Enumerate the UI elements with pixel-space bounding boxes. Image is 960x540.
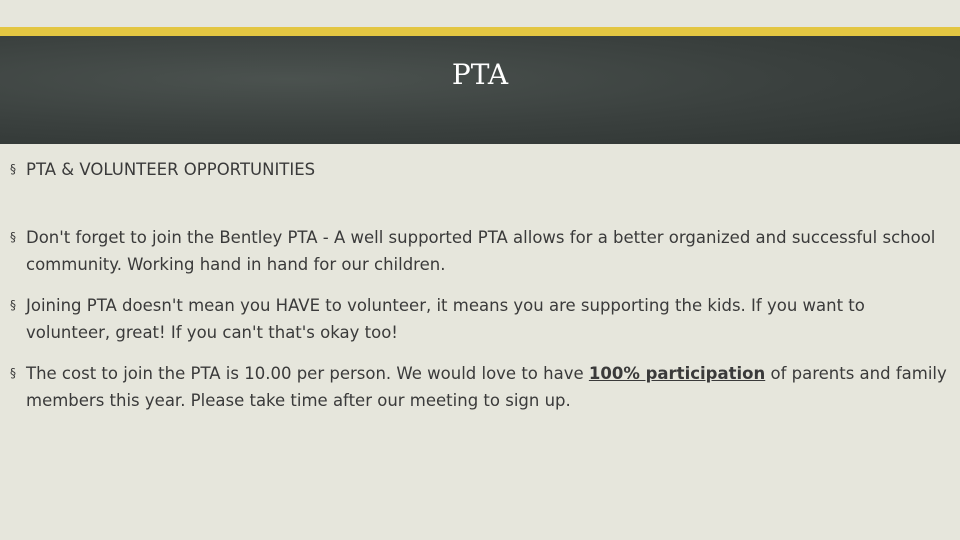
bullet-text-after: of parents and family members this year. Please take time after our meeting to sign up. [26, 364, 947, 410]
bullet-marker-icon: § [10, 366, 16, 380]
bullet-text-before: The cost to join the PTA is 10.00 per person. We would love to have [26, 364, 589, 383]
bullet-item [10, 224, 950, 278]
accent-bar [0, 27, 960, 36]
bullet-marker-icon: § [10, 298, 16, 312]
slide-title: PTA [451, 57, 509, 91]
bullet-text: PTA & VOLUNTEER OPPORTUNITIES [26, 160, 316, 179]
title-band [0, 36, 960, 144]
bullet-item [10, 360, 950, 414]
bullet-text: Don't forget to join the Bentley PTA - A well supported PTA allows for a better organized and successful school community. Working hand in hand for our children. [26, 228, 936, 274]
bullet-text: Joining PTA doesn't mean you HAVE to volunteer, it means you are supporting the kids. If you want to volunteer, great! If you can't that's okay too! [26, 296, 865, 342]
bullet-item [10, 156, 950, 183]
bullet-marker-icon: § [10, 162, 16, 176]
participation-emphasis: 100% participation [588, 364, 766, 383]
bullet-marker-icon: § [10, 230, 16, 244]
bullet-list [10, 156, 950, 414]
bullet-item [10, 292, 950, 346]
